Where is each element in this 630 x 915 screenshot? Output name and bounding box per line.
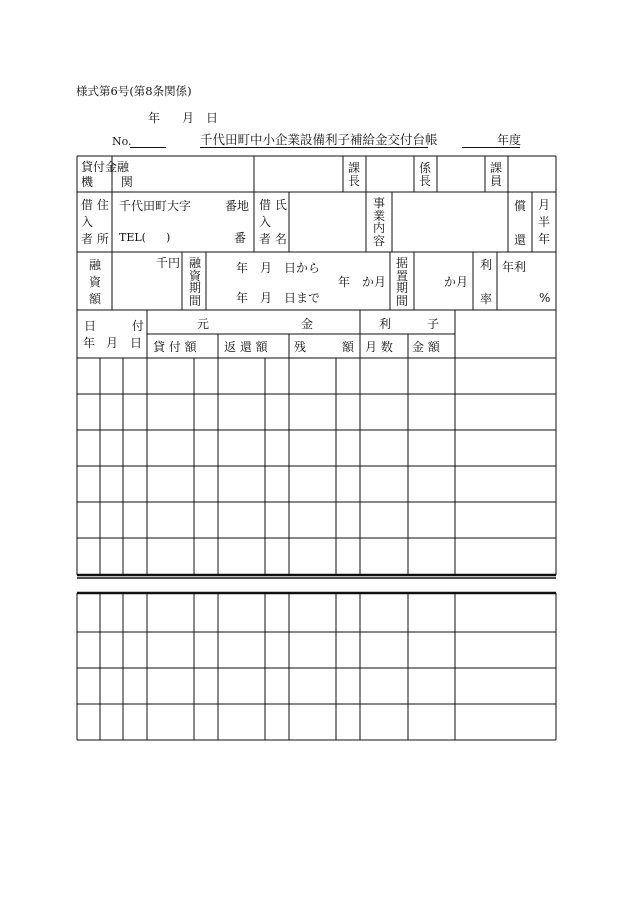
rate-label-b: 率 [480, 292, 493, 306]
fiscal-year-label: 年度 [497, 133, 522, 147]
period-from: 年 月 日から [236, 261, 321, 275]
tel-close: ) [166, 231, 171, 244]
date-header-a: 日 [84, 319, 97, 333]
tel-label: TEL( [119, 231, 146, 244]
date-month-label: 月 [182, 111, 195, 125]
interest-header-b: 子 [427, 317, 440, 331]
amount-unit: 千円 [156, 256, 181, 270]
month-count-header: 月 数 [365, 340, 393, 354]
date-day-label: 日 [206, 111, 219, 125]
number-label: No. [112, 135, 132, 148]
number-underline [130, 147, 166, 148]
date-sub-month: 月 [106, 336, 119, 350]
period-until: 年 月 日まで [236, 291, 321, 305]
financing-amount-label-c: 額 [89, 292, 102, 306]
lender-label-bottom: 機 関 [81, 175, 145, 189]
date-header-b: 付 [132, 319, 145, 333]
address-label-b: 入 [81, 215, 94, 229]
address-label-a: 借 住 [81, 198, 109, 212]
date-sub-year: 年 [83, 336, 96, 350]
subsection-chief-label: 係長 [418, 161, 431, 188]
month-half-year-b: 半 [538, 215, 551, 229]
grace-months: か月 [444, 275, 469, 289]
form-number: 様式第6号(第8条関係) [76, 84, 192, 98]
fiscal-year-underline [462, 147, 520, 148]
month-half-year-c: 年 [538, 232, 551, 246]
document-title: 千代田町中小企業設備利子補給金交付台帳 [200, 132, 438, 147]
repayment-label-a: 償 [514, 199, 527, 213]
loaned-amount-header: 貸 付 額 [153, 340, 197, 354]
balance-header-a: 残 [294, 340, 307, 354]
financing-amount-label-a: 融 [89, 258, 102, 272]
repayment-label-b: 還 [514, 233, 527, 247]
financing-period-label: 融資期間 [188, 256, 201, 308]
address-label-c: 者 所 [81, 232, 109, 246]
principal-header-a: 元 [197, 317, 210, 331]
section-chief-label: 課長 [347, 161, 360, 188]
month-half-year-a: 月 [538, 198, 551, 212]
annual-rate-label: 年利 [502, 260, 527, 274]
name-label-c: 者 名 [259, 232, 287, 246]
business-content-label: 事業内容 [372, 196, 385, 248]
address-suffix: 番地 [225, 199, 250, 213]
date-sub-day: 日 [130, 336, 143, 350]
principal-header-b: 金 [301, 317, 314, 331]
lender-label-top: 貸付金融 [81, 160, 130, 174]
rate-label-a: 利 [480, 258, 493, 272]
name-label-b: 入 [259, 215, 272, 229]
percent-sign: % [539, 291, 551, 305]
title-underline [200, 147, 428, 148]
staff-label: 課員 [489, 161, 502, 188]
period-length: 年 か月 [338, 275, 387, 289]
grace-period-label: 据置期間 [395, 256, 408, 308]
interest-amount-header: 金 額 [412, 340, 440, 354]
name-label-a: 借 氏 [259, 198, 287, 212]
address-prefix: 千代田町大字 [119, 199, 192, 213]
interest-header-a: 利 [379, 317, 392, 331]
balance-header-b: 額 [342, 340, 355, 354]
financing-amount-label-b: 資 [89, 275, 102, 289]
tel-suffix: 番 [234, 231, 247, 245]
date-year-label: 年 [148, 111, 161, 125]
repaid-amount-header: 返 還 額 [224, 340, 268, 354]
